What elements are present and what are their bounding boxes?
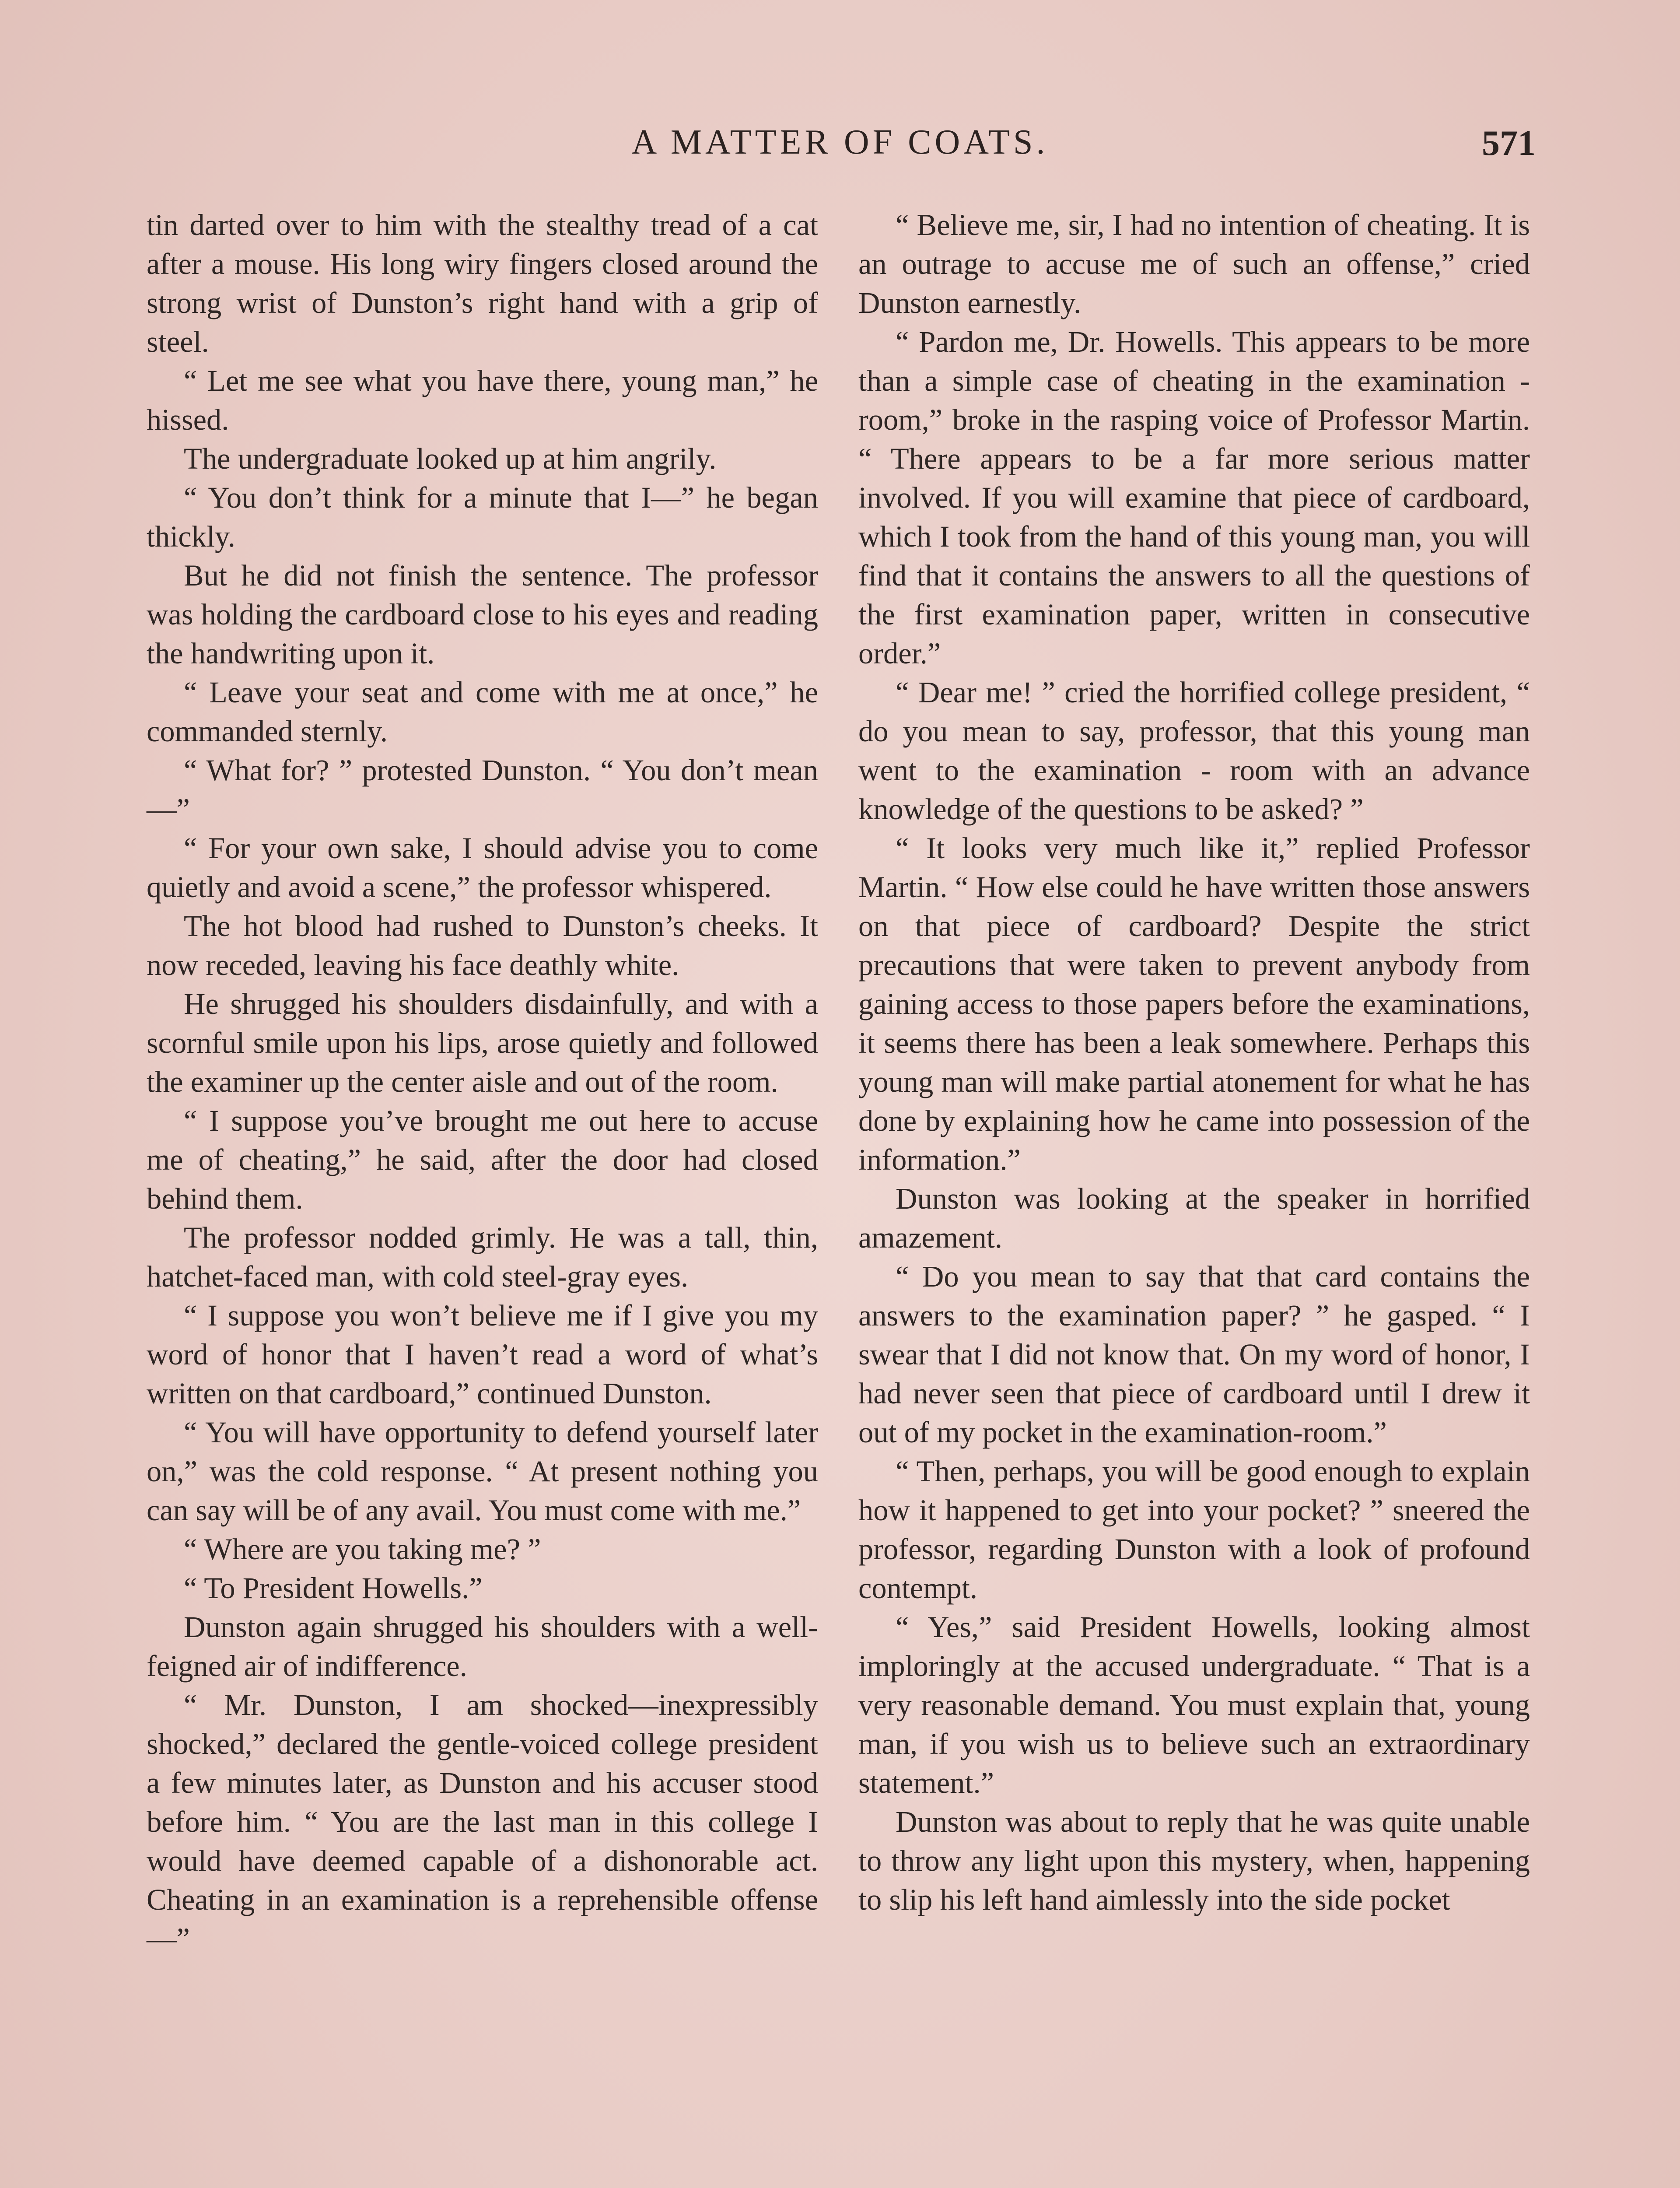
paragraph: “ Mr. Dunston, I am shocked—inexpressibly shocked,” declared the gentle-voiced college president a few minutes later, as Dunston and his accuser stood before him. “ You are the last man in this college I would have deemed capable of a dishonorable act. Cheating in an examination is a reprehensible offense—” bbox=[147, 1688, 818, 1955]
paragraph: “ Dear me! ” cried the horrified college president, “ do you mean to say, professor, that this young man went to the examination - room with an advance knowledge of the questions to be asked? ” bbox=[858, 676, 1530, 826]
paragraph: The professor nodded grimly. He was a tall, thin, hatchet-faced man, with cold steel-gray eyes. bbox=[147, 1221, 818, 1293]
paragraph: Dunston again shrugged his shoulders with a well-feigned air of indifference. bbox=[147, 1610, 818, 1683]
paragraph: “ To President Howells.” bbox=[184, 1571, 483, 1605]
paragraph: “ You don’t think for a minute that I—” he began thickly. bbox=[147, 481, 818, 553]
right-text-column bbox=[858, 206, 1530, 1919]
paragraph: “ I suppose you won’t believe me if I give you my word of honor that I haven’t read a word of what’s written on that cardboard,” continued Dunston. bbox=[147, 1299, 818, 1410]
paragraph: “ What for? ” protested Dunston. “ You don’t mean—” bbox=[147, 754, 818, 826]
running-title: A MATTER OF COATS. bbox=[631, 123, 1049, 161]
paragraph: “ Yes,” said President Howells, looking almost imploringly at the accused undergraduate. “ That is a very reasonable demand. You must explain that, young man, if you wish us to believe such an extraordinary statement.” bbox=[858, 1610, 1530, 1799]
paragraph: tin darted over to him with the stealthy tread of a cat after a mouse. His long wiry fingers closed around the strong wrist of Dunston’s right hand with a grip of steel. bbox=[147, 208, 818, 358]
paragraph: Dunston was looking at the speaker in horrified amazement. bbox=[858, 1182, 1530, 1254]
paragraph: “ For your own sake, I should advise you to come quietly and avoid a scene,” the professor whispered. bbox=[147, 831, 818, 904]
paragraph: “ I suppose you’ve brought me out here to accuse me of cheating,” he said, after the door had closed behind them. bbox=[147, 1104, 818, 1215]
paragraph: “ Believe me, sir, I had no intention of cheating. It is an outrage to accuse me of such an offense,” cried Dunston earnestly. bbox=[858, 208, 1530, 319]
paragraph: The hot blood had rushed to Dunston’s cheeks. It now receded, leaving his face deathly white. bbox=[147, 909, 818, 982]
paragraph: “ Pardon me, Dr. Howells. This appears to be more than a simple case of cheating in the examination - room,” broke in the rasping voice of Professor Martin. “ There appears to be a far more serious matter involved. If you will examine that piece of cardboard, which I took from the hand of this young man, you will find that it contains the answers to all the questions of the first examination paper, written in consecutive order.” bbox=[858, 325, 1530, 670]
page-number: 571 bbox=[1482, 123, 1536, 163]
paragraph: “ It looks very much like it,” replied Professor Martin. “ How else could he have written those answers on that piece of cardboard? Despite the strict precautions that were taken to prevent anybody from gaining access to those papers before the examinations, it seems there has been a leak somewhere. Perhaps this young man will make partial atonement for what he has done by explaining how he came into possession of the information.” bbox=[858, 831, 1530, 1176]
paragraph: The undergraduate looked up at him angrily. bbox=[184, 442, 717, 475]
paragraph: “ Let me see what you have there, young man,” he hissed. bbox=[147, 364, 818, 436]
paragraph: Dunston was about to reply that he was quite unable to throw any light upon this mystery, when, happening to slip his left hand aimlessly into the side pocket bbox=[858, 1805, 1530, 1916]
paragraph: He shrugged his shoulders disdainfully, and with a scornful smile upon his lips, arose quietly and followed the examiner up the center aisle and out of the room. bbox=[147, 987, 818, 1098]
paragraph: “ Where are you taking me? ” bbox=[184, 1532, 541, 1566]
paragraph: “ Do you mean to say that that card contains the answers to the examination paper? ” he gasped. “ I swear that I did not know that. On my word of honor, I had never seen that piece of cardboard until I drew it out of my pocket in the examination-room.” bbox=[858, 1260, 1530, 1449]
paragraph: But he did not finish the sentence. The professor was holding the cardboard close to his eyes and reading the handwriting upon it. bbox=[147, 559, 818, 670]
paragraph: “ Leave your seat and come with me at once,” he commanded sternly. bbox=[147, 676, 818, 748]
left-text-column bbox=[147, 206, 818, 1958]
page-header bbox=[144, 123, 1536, 171]
paragraph: “ Then, perhaps, you will be good enough to explain how it happened to get into your pocket? ” sneered the professor, regarding Dunston with a look of profound contempt. bbox=[858, 1455, 1530, 1605]
paragraph: “ You will have opportunity to defend yourself later on,” was the cold response. “ At present nothing you can say will be of any avail. You must come with me.” bbox=[147, 1416, 818, 1527]
